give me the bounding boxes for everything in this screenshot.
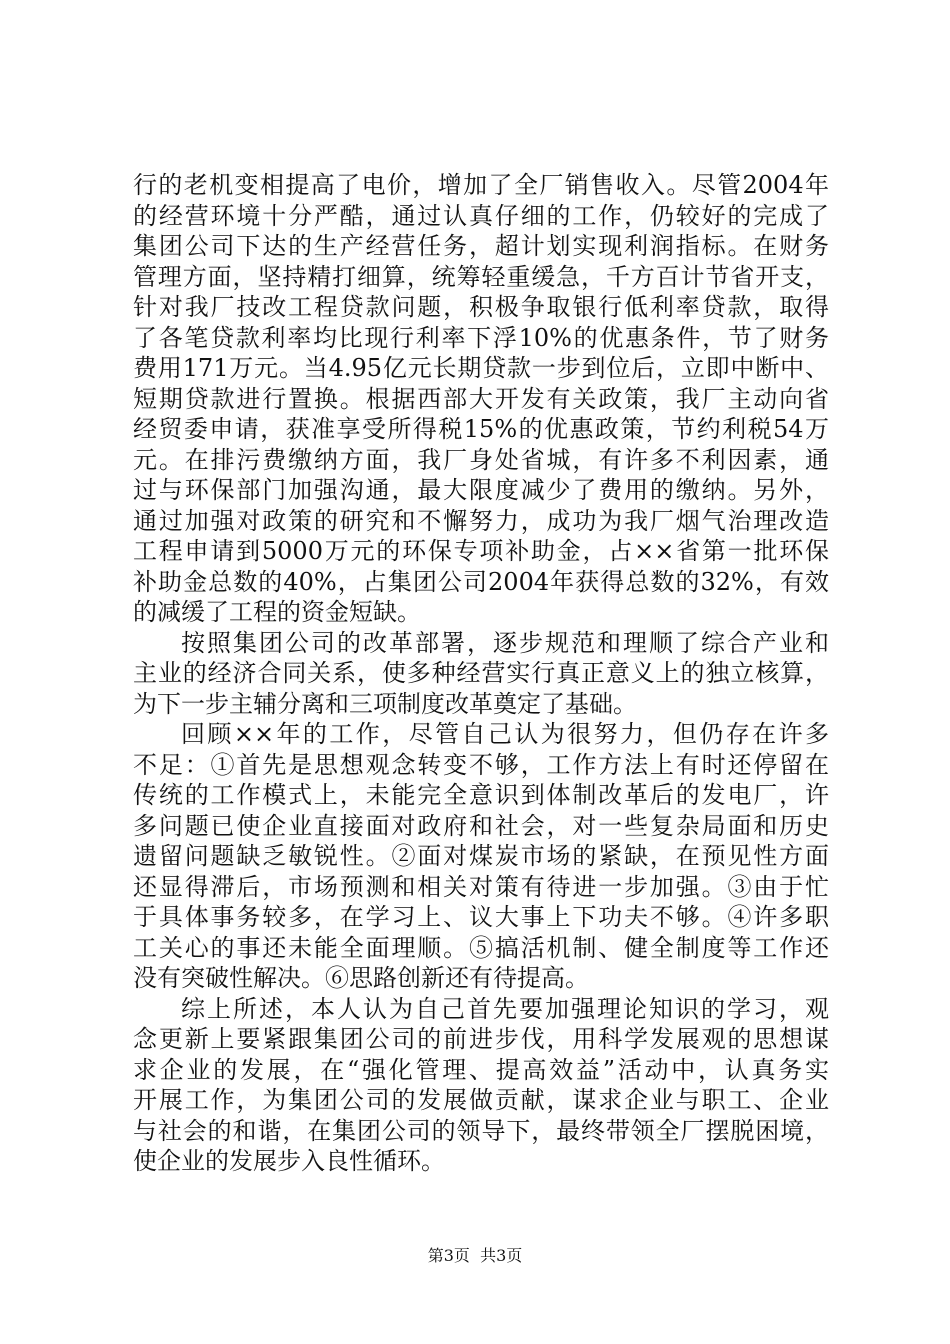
text-line: 工程申请到5000万元的环保专项补助金，占××省第一批环保 (133, 537, 829, 565)
text-line: 了各笔贷款利率均比现行利率下浮10%的优惠条件，节了财务 (133, 323, 829, 352)
text-line: 行的老机变相提高了电价，增加了全厂销售收入。尽管2004年 (133, 171, 829, 199)
body-text (133, 170, 829, 1177)
text-line: 的经营环境十分严酷，通过认真仔细的工作，仍较好的完成了 (133, 201, 829, 230)
text-line: 的减缓了工程的资金短缺。 (133, 598, 421, 626)
text-line: 工关心的事还未能全面理顺。⑤搞活机制、健全制度等工作还 (133, 933, 829, 962)
text-line: 与社会的和谐，在集团公司的领导下，最终带领全厂摆脱困境， (133, 1116, 829, 1145)
text-line: 传统的工作模式上，未能完全意识到体制改革后的发电厂，许 (133, 781, 829, 809)
page-footer: 第3页 共3页 (427, 1246, 523, 1265)
text-line: 还显得滞后，市场预测和相关对策有待进一步加强。③由于忙 (133, 872, 829, 901)
text-line: 多问题已使企业直接面对政府和社会，对一些复杂局面和历史 (133, 811, 829, 840)
text-line: 遗留问题缺乏敏锐性。②面对煤炭市场的紧缺，在预见性方面 (133, 842, 829, 870)
text-line: 补助金总数的40%，占集团公司2004年获得总数的32%，有效 (133, 567, 829, 596)
text-line: 短期贷款进行置换。根据西部大开发有关政策，我厂主动向省 (133, 384, 829, 413)
text-line: 过与环保部门加强沟通，最大限度减少了费用的缴纳。另外， (133, 476, 829, 504)
text-line: 通过加强对政策的研究和不懈努力，成功为我厂烟气治理改造 (133, 506, 829, 535)
text-line: 经贸委申请，获准享受所得税15%的优惠政策，节约利税54万 (133, 415, 829, 443)
text-line: 主业的经济合同关系，使多种经营实行真正意义上的独立核算， (133, 659, 829, 687)
text-line: 为下一步主辅分离和三项制度改革奠定了基础。 (133, 689, 637, 718)
text-line: 念更新上要紧跟集团公司的前进步伐，用科学发展观的思想谋 (133, 1025, 829, 1053)
text-line: 集团公司下达的生产经营任务，超计划实现利润指标。在财务 (133, 232, 829, 260)
text-line: 按照集团公司的改革部署，逐步规范和理顺了综合产业和 (181, 628, 829, 657)
text-line: 综上所述，本人认为自己首先要加强理论知识的学习，观 (181, 994, 829, 1023)
text-line: 求企业的发展，在“强化管理、提高效益”活动中，认真务实 (133, 1055, 829, 1084)
text-line: 开展工作，为集团公司的发展做贡献，谋求企业与职工、企业 (133, 1086, 829, 1114)
text-line: 没有突破性解决。⑥思路创新还有待提高。 (133, 964, 589, 992)
text-line: 元。在排污费缴纳方面，我厂身处省城，有许多不利因素，通 (133, 445, 829, 474)
text-line: 于具体事务较多，在学习上、议大事上下功夫不够。④许多职 (133, 903, 829, 931)
text-line: 针对我厂技改工程贷款问题，积极争取银行低利率贷款，取得 (133, 293, 829, 321)
text-line: 管理方面，坚持精打细算，统筹轻重缓急，千方百计节省开支， (133, 262, 829, 291)
text-line: 费用171万元。当4.95亿元长期贷款一步到位后，立即中断中、 (133, 354, 829, 382)
text-line: 回顾××年的工作，尽管自己认为很努力，但仍存在许多 (181, 720, 829, 748)
text-line: 不足：①首先是思想观念转变不够，工作方法上有时还停留在 (133, 750, 829, 779)
text-line: 使企业的发展步入良性循环。 (133, 1147, 445, 1175)
